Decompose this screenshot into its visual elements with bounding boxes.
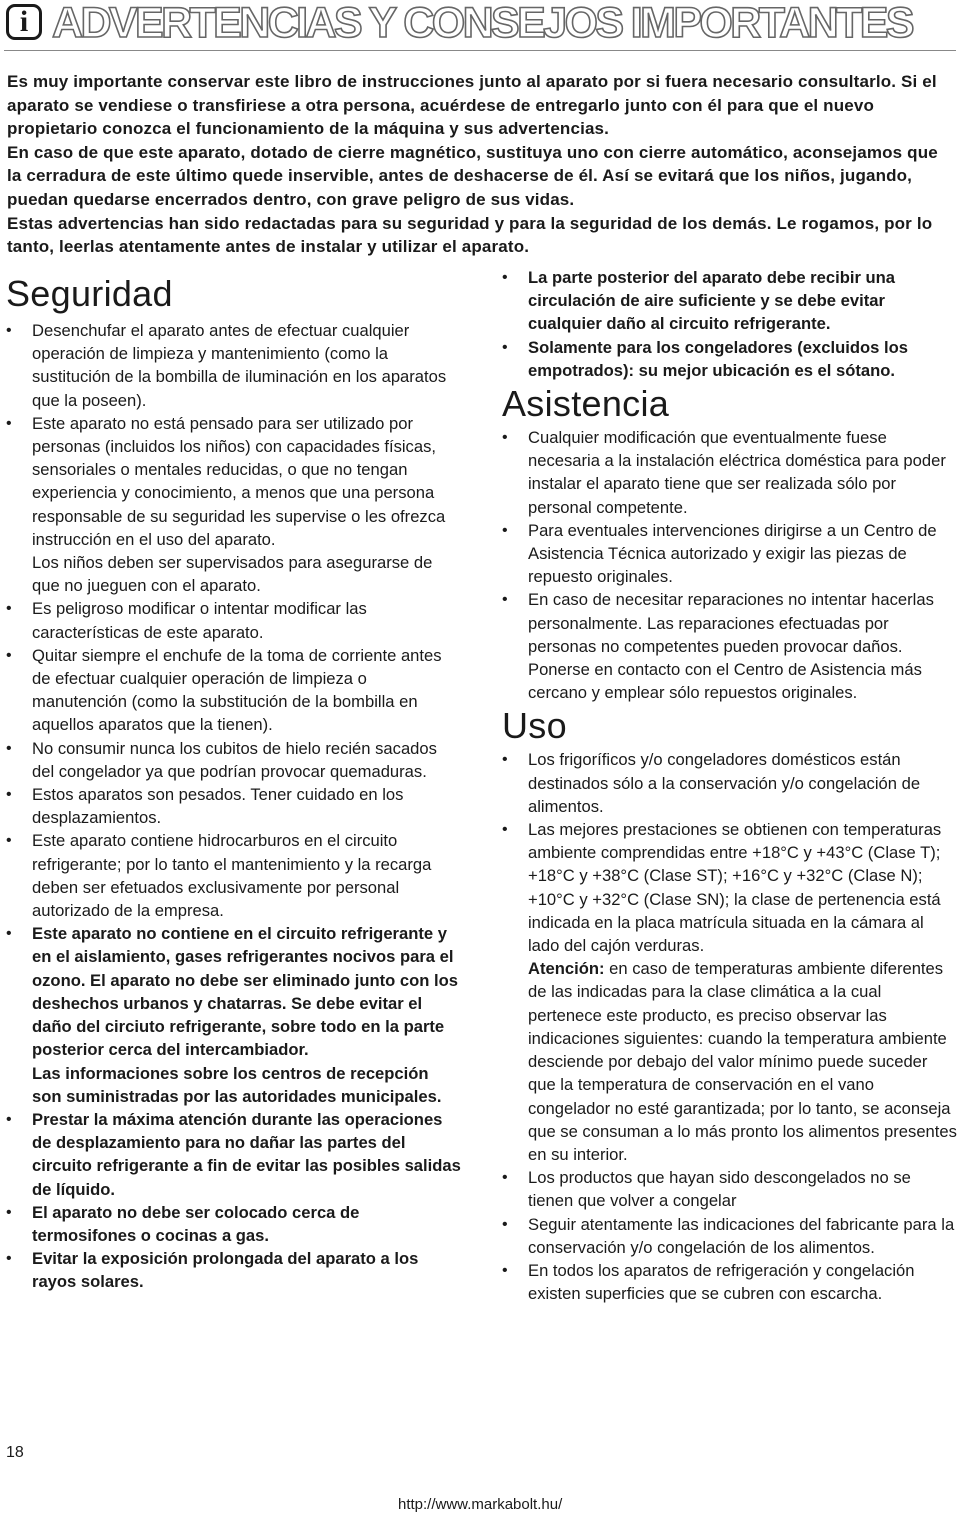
- intro-text: En caso de que este aparato, dotado de cierre magnético, sustituya uno con cierre automático, aconsejamos que la cerradura de este último quede inservible, antes de deshacerse de él. Así se evitará que los niños, jugando, puedan quedarse encerrados dentro, con grave peligro de sus vidas.: [7, 142, 938, 209]
- list-item: • Quitar siempre el enchufe de la toma de corriente antes de efectuar cualquier operación de limpieza o manutención (como la substitución de la bombilla en aquellos aparatos que la tienen).: [6, 644, 462, 737]
- list-item: • Este aparato contiene hidrocarburos en el circuito refrigerante; por lo tanto el mantenimiento y la recarga deben ser efetuados exclusivamente por personal autorizado de la empresa.: [6, 829, 462, 922]
- page-header: [4, 0, 956, 51]
- list-item: • Los frigoríficos y/o congeladores domésticos están destinados sólo a la conservación y/o congelación de alimentos.: [502, 748, 958, 818]
- list-item: [6, 412, 462, 598]
- asistencia-list: [502, 426, 958, 704]
- intro-text: Estas advertencias han sido redactadas para su seguridad y para la seguridad de los demás. Le rogamos, por lo tanto, leerlas atentamente antes de instalar y utilizar el aparato.: [7, 213, 933, 257]
- list-item-text: Este aparato no contiene en el circuito refrigerante y en el aislamiento, gases refrigerantes nocivos para el ozono. El aparato no debe ser eliminado junto con los deshechos urbanos y chatarras. Se debe evitar el daño del circiuto refrigerante, sobre todo en la parte posterior cerca del intercambiador.: [32, 924, 458, 1060]
- right-column: [502, 266, 958, 1305]
- info-icon: i: [6, 4, 42, 40]
- list-item-subtext: Los niños deben ser supervisados para asegurarse de que no jueguen con el aparato.: [32, 553, 433, 596]
- list-item-subtext: [528, 957, 958, 1166]
- page-title: ADVERTENCIAS Y CONSEJOS IMPORTANTES: [52, 0, 912, 47]
- footer-url[interactable]: http://www.markabolt.hu/: [398, 1496, 563, 1513]
- uso-list: [502, 748, 958, 1305]
- section-title-asistencia: Asistencia: [502, 383, 670, 425]
- list-item-text: Las mejores prestaciones se obtienen con temperaturas ambiente comprendidas entre +18°C y +43°C (Clase T); +18°C y +38°C (Clase ST); +16°C y +32°C (Clase N); +10°C y +32°C (Clase SN); la clase de pertenencia está indicada en la placa matrícula situada en la cámara al lado del cajón verduras.: [528, 820, 942, 956]
- list-item: • El aparato no debe ser colocado cerca de termosifones o cocinas a gas.: [6, 1201, 462, 1247]
- section-title-uso: Uso: [502, 705, 567, 747]
- intro-paragraph: [7, 70, 955, 259]
- list-item-text: Este aparato no está pensado para ser utilizado por personas (incluidos los niños) con capacidades físicas, sensoriales o mentales reducidas, o que no tengan experiencia y conocimiento, a menos que una persona responsable de su seguridad les supervise o les ofrezca instrucción en el uso del aparato.: [32, 413, 446, 549]
- page-number: 18: [6, 1444, 24, 1461]
- list-item: • Solamente para los congeladores (excluidos los empotrados): su mejor ubicación es el sótano.: [502, 336, 958, 382]
- left-column: [6, 272, 462, 1294]
- list-item: • La parte posterior del aparato debe recibir una circulación de aire suficiente y se debe evitar cualquier daño al circuito refrigerante.: [502, 266, 958, 336]
- list-item: • Los productos que hayan sido descongelados no se tienen que volver a congelar: [502, 1166, 958, 1212]
- list-item: [502, 818, 958, 1166]
- attention-text: en caso de temperaturas ambiente diferentes de las indicadas para la clase climática a la cual pertenece este producto, es preciso observar las indicaciones siguientes: cuando la temperatura ambiente desciende por debajo del valor mínimo puede suceder que la temperatura de conservación en el vano congelador no esté garantizada; por lo tanto, se aconseja que se consuman a lo más pronto los alimentos presentes en su interior.: [528, 959, 957, 1164]
- section-title-seguridad: Seguridad: [6, 273, 173, 314]
- list-item: • Evitar la exposición prolongada del aparato a los rayos solares.: [6, 1247, 462, 1293]
- list-item: • Cualquier modificación que eventualmente fuese necesaria a la instalación eléctrica doméstica para poder instalar el aparato tiene que ser realizada sólo por personal competente.: [502, 426, 958, 519]
- list-item: [6, 922, 462, 1108]
- list-item: • En caso de necesitar reparaciones no intentar hacerlas personalmente. Las reparaciones efectuadas por personas no competentes pueden provocar daños. Ponerse en contacto con el Centro de Asistencia más cercano y emplear sólo repuestos originales.: [502, 588, 958, 704]
- list-item-subtext: Las informaciones sobre los centros de recepción son suministradas por las autoridades municipales.: [32, 1063, 442, 1106]
- intro-text: Es muy importante conservar este libro de instrucciones junto al aparato por si fuera necesario consultarlo. Si el aparato se vendiese o transfiriese a otra persona, acuérdese de entregarlo junto con él para que el nuevo propietario conozca el funcionamiento de la máquina y sus advertencias.: [7, 72, 937, 139]
- list-item: • Prestar la máxima atención durante las operaciones de desplazamiento para no dañar las partes del circuito refrigerante a fin de evitar las posibles salidas de líquido.: [6, 1108, 462, 1201]
- list-item: • Desenchufar el aparato antes de efectuar cualquier operación de limpieza y mantenimiento (como la sustitución de la bombilla de iluminación en los aparatos que la poseen).: [6, 319, 462, 412]
- list-item: • Estos aparatos son pesados. Tener cuidado en los desplazamientos.: [6, 783, 462, 829]
- list-item: • En todos los aparatos de refrigeración y congelación existen superficies que se cubren con escarcha.: [502, 1259, 958, 1305]
- attention-label: Atención:: [528, 959, 605, 979]
- list-item: • No consumir nunca los cubitos de hielo recién sacados del congelador ya que podrían provocar quemaduras.: [6, 737, 462, 783]
- list-item: • Seguir atentamente las indicaciones del fabricante para la conservación y/o congelación de los alimentos.: [502, 1213, 958, 1259]
- list-item: • Para eventuales intervenciones dirigirse a un Centro de Asistencia Técnica autorizado y exigir las piezas de repuesto originales.: [502, 519, 958, 589]
- general-list: [502, 266, 958, 382]
- seguridad-list: [6, 319, 462, 1294]
- list-item: • Es peligroso modificar o intentar modificar las características de este aparato.: [6, 597, 462, 643]
